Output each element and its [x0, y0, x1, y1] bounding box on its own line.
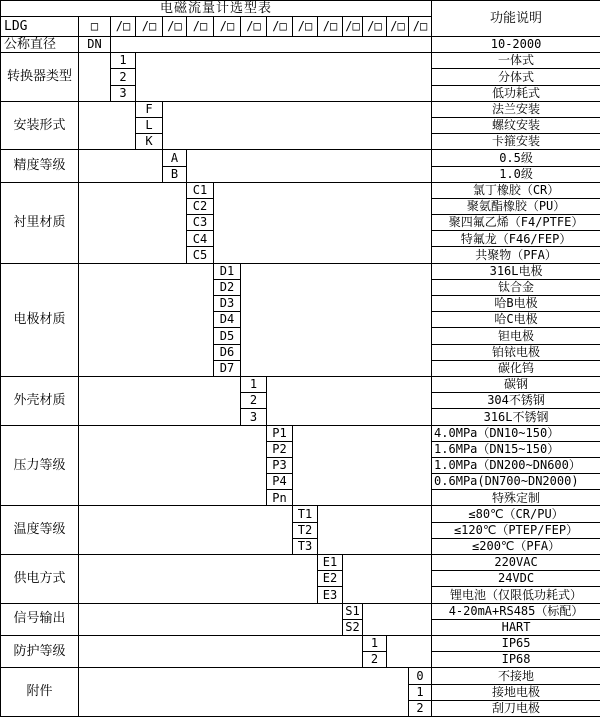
desc-cell: 4-20mA+RS485（标配）	[432, 603, 600, 619]
desc-cell: HART	[432, 619, 600, 635]
code-cell: D3	[214, 296, 241, 312]
empty-cell	[79, 425, 267, 506]
model-prefix: LDG	[1, 17, 79, 37]
empty-cell	[79, 376, 241, 425]
desc-cell: 不接地	[432, 668, 600, 684]
desc-cell: 铂铱电极	[432, 344, 600, 360]
empty-cell	[214, 182, 432, 263]
code-cell: 2	[111, 69, 136, 85]
desc-cell: 聚四氟乙烯（F4/PTFE）	[432, 215, 600, 231]
checkbox-slot: /□	[163, 17, 187, 37]
desc-cell: 聚氨酯橡胶（PU）	[432, 198, 600, 214]
code-cell: C1	[187, 182, 214, 198]
code-cell: E3	[318, 587, 343, 603]
checkbox-slot: /□	[136, 17, 163, 37]
empty-cell	[241, 263, 432, 376]
empty-cell	[343, 555, 432, 604]
desc-cell: 1.0MPa（DN200~DN600）	[432, 457, 600, 473]
code-cell: D5	[214, 328, 241, 344]
code-cell: 2	[409, 700, 432, 716]
desc-cell: ≤200℃（PFA）	[432, 538, 600, 554]
code-cell: 3	[241, 409, 267, 425]
desc-cell: 分体式	[432, 69, 600, 85]
code-cell: P4	[267, 474, 293, 490]
code-cell: P1	[267, 425, 293, 441]
code-cell: S1	[343, 603, 363, 619]
empty-cell	[267, 376, 432, 425]
label-lining-material: 衬里材质	[1, 182, 79, 263]
code-cell: E2	[318, 571, 343, 587]
code-cell: T3	[293, 538, 318, 554]
code-cell: 2	[241, 393, 267, 409]
code-cell: P2	[267, 441, 293, 457]
label-converter-type: 转换器类型	[1, 53, 79, 102]
desc-cell: 卡箍安装	[432, 134, 600, 150]
code-cell: DN	[79, 37, 111, 53]
code-cell: C4	[187, 231, 214, 247]
desc-cell: 220VAC	[432, 555, 600, 571]
desc-cell: 特氟龙（F46/FEP）	[432, 231, 600, 247]
code-cell: P3	[267, 457, 293, 473]
code-cell: A	[163, 150, 187, 166]
desc-cell: 0.6MPa(DN700~DN2000)	[432, 474, 600, 490]
checkbox-slot: /□	[409, 17, 432, 37]
label-electrode-material: 电极材质	[1, 263, 79, 376]
desc-cell: 氯丁橡胶（CR）	[432, 182, 600, 198]
desc-cell: 锂电池（仅限低功耗式）	[432, 587, 600, 603]
empty-cell	[79, 150, 163, 182]
desc-cell: 碳钢	[432, 376, 600, 392]
desc-cell: 4.0MPa（DN10~150）	[432, 425, 600, 441]
label-protection-rating: 防护等级	[1, 635, 79, 667]
empty-cell	[293, 425, 432, 506]
desc-cell: 低功耗式	[432, 85, 600, 101]
desc-cell: 共聚物（PFA）	[432, 247, 600, 263]
label-signal-output: 信号输出	[1, 603, 79, 635]
checkbox-slot: /□	[363, 17, 387, 37]
empty-cell	[79, 263, 214, 376]
label-nominal-diameter: 公称直径	[1, 37, 79, 53]
checkbox-slot: □	[79, 17, 111, 37]
checkbox-slot: /□	[318, 17, 343, 37]
code-cell: Pn	[267, 490, 293, 506]
code-cell: C2	[187, 198, 214, 214]
empty-cell	[79, 53, 111, 102]
code-cell: E1	[318, 555, 343, 571]
empty-cell	[79, 603, 343, 635]
code-cell: 3	[111, 85, 136, 101]
empty-cell	[387, 635, 432, 667]
desc-cell: IP68	[432, 652, 600, 668]
desc-cell: 0.5级	[432, 150, 600, 166]
desc-cell: 316L不锈钢	[432, 409, 600, 425]
code-cell: T1	[293, 506, 318, 522]
desc-cell: 接地电极	[432, 684, 600, 700]
empty-cell	[79, 555, 318, 604]
code-cell: B	[163, 166, 187, 182]
checkbox-slot: /□	[187, 17, 214, 37]
code-cell: F	[136, 101, 163, 117]
code-cell: 2	[363, 652, 387, 668]
code-cell: D1	[214, 263, 241, 279]
code-cell: C5	[187, 247, 214, 263]
empty-cell	[136, 53, 432, 102]
empty-cell	[111, 37, 432, 53]
desc-cell: 哈C电极	[432, 312, 600, 328]
desc-cell: 哈B电极	[432, 296, 600, 312]
empty-cell	[79, 182, 187, 263]
empty-cell	[79, 506, 293, 555]
code-cell: K	[136, 134, 163, 150]
desc-cell: 316L电极	[432, 263, 600, 279]
table-title: 电磁流量计选型表	[1, 1, 432, 17]
code-cell: C3	[187, 215, 214, 231]
label-accessories: 附件	[1, 668, 79, 717]
code-cell: 1	[241, 376, 267, 392]
desc-cell: 1.0级	[432, 166, 600, 182]
desc-cell: 一体式	[432, 53, 600, 69]
checkbox-slot: /□	[267, 17, 293, 37]
checkbox-slot: /□	[387, 17, 409, 37]
code-cell: 1	[409, 684, 432, 700]
empty-cell	[163, 101, 432, 150]
desc-cell: 钽电极	[432, 328, 600, 344]
label-housing-material: 外壳材质	[1, 376, 79, 425]
code-cell: 1	[111, 53, 136, 69]
empty-cell	[79, 668, 409, 717]
label-power-supply: 供电方式	[1, 555, 79, 604]
desc-cell: ≤80℃（CR/PU）	[432, 506, 600, 522]
checkbox-slot: /□	[111, 17, 136, 37]
label-temperature-rating: 温度等级	[1, 506, 79, 555]
checkbox-slot: /□	[241, 17, 267, 37]
empty-cell	[79, 101, 136, 150]
empty-cell	[363, 603, 432, 635]
desc-cell: 法兰安装	[432, 101, 600, 117]
desc-cell: 特殊定制	[432, 490, 600, 506]
checkbox-slot: /□	[214, 17, 241, 37]
desc-cell: 钛合金	[432, 279, 600, 295]
code-cell: D2	[214, 279, 241, 295]
label-installation-type: 安装形式	[1, 101, 79, 150]
empty-cell	[79, 635, 363, 667]
empty-cell	[187, 150, 432, 182]
desc-cell: IP65	[432, 635, 600, 651]
code-cell: 1	[363, 635, 387, 651]
code-cell: L	[136, 117, 163, 133]
desc-cell: 螺纹安装	[432, 117, 600, 133]
desc-cell: ≤120℃（PTEP/FEP）	[432, 522, 600, 538]
label-accuracy-class: 精度等级	[1, 150, 79, 182]
label-pressure-rating: 压力等级	[1, 425, 79, 506]
desc-cell: 304不锈钢	[432, 393, 600, 409]
desc-cell: 1.6MPa（DN15~150）	[432, 441, 600, 457]
code-cell: 0	[409, 668, 432, 684]
checkbox-slot: /□	[343, 17, 363, 37]
function-header: 功能说明	[432, 1, 600, 37]
desc-cell: 刮刀电极	[432, 700, 600, 716]
empty-cell	[318, 506, 432, 555]
code-cell: T2	[293, 522, 318, 538]
checkbox-slot: /□	[293, 17, 318, 37]
desc-cell: 10-2000	[432, 37, 600, 53]
code-cell: D6	[214, 344, 241, 360]
desc-cell: 碳化钨	[432, 360, 600, 376]
code-cell: D7	[214, 360, 241, 376]
code-cell: S2	[343, 619, 363, 635]
code-cell: D4	[214, 312, 241, 328]
desc-cell: 24VDC	[432, 571, 600, 587]
